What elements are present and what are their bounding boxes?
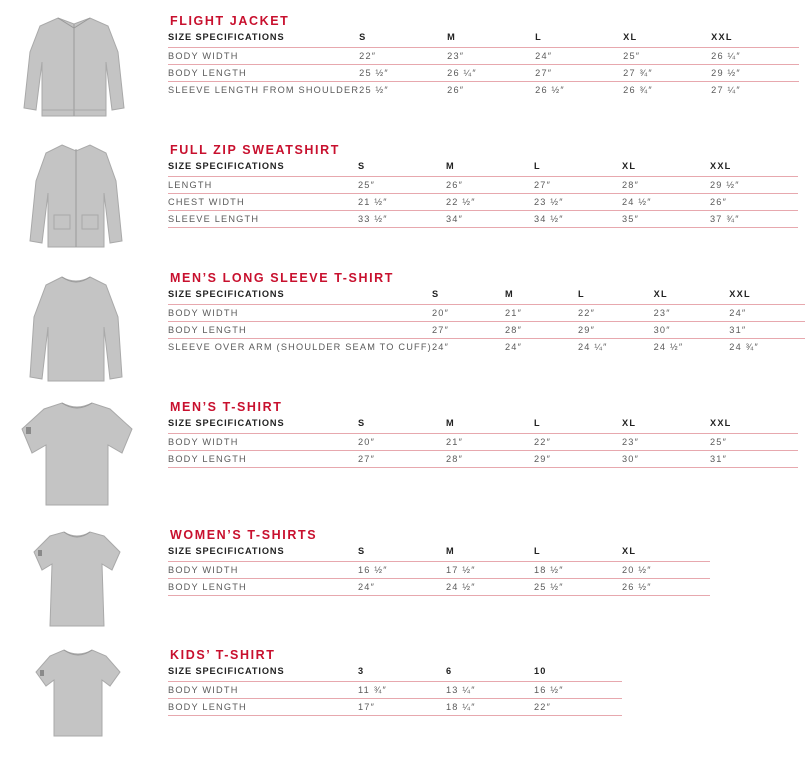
measure-label: BODY WIDTH (168, 305, 432, 322)
measure-value: 22″ (534, 699, 622, 716)
table-row (168, 434, 798, 451)
measure-value: 11 ¾″ (358, 682, 446, 699)
measure-value: 13 ¼″ (446, 682, 534, 699)
table-row (168, 451, 798, 468)
size-header: 3 (358, 666, 365, 676)
measure-value: 25″ (623, 48, 711, 65)
measure-value: 28″ (622, 177, 710, 194)
table-row (168, 65, 799, 82)
measure-label: BODY LENGTH (168, 451, 358, 468)
measure-label: SLEEVE OVER ARM (SHOULDER SEAM TO CUFF) (168, 339, 432, 367)
size-header: XXL (729, 289, 751, 299)
measure-value: 26 ½″ (622, 579, 710, 596)
table-row (168, 177, 798, 194)
header-label: SIZE SPECIFICATIONS (168, 161, 285, 171)
measure-value: 26″ (710, 194, 798, 211)
table-row (168, 562, 710, 579)
measure-label: BODY WIDTH (168, 562, 358, 579)
measure-value: 34 ½″ (534, 211, 622, 228)
size-table (168, 544, 710, 596)
size-header: XL (623, 32, 638, 42)
measure-label: CHEST WIDTH (168, 194, 358, 211)
measure-value: 26″ (446, 177, 534, 194)
measure-value: 24″ (505, 339, 578, 367)
measure-label: BODY WIDTH (168, 682, 358, 699)
header-label: SIZE SPECIFICATIONS (168, 32, 285, 42)
measure-value: 34″ (446, 211, 534, 228)
size-header: L (577, 289, 585, 299)
size-header: XL (622, 418, 637, 428)
measure-value: 16 ½″ (534, 682, 622, 699)
measure-label: BODY LENGTH (168, 579, 358, 596)
measure-value: 27″ (358, 451, 446, 468)
size-header: M (446, 418, 455, 428)
measure-value: 18 ½″ (534, 562, 622, 579)
measure-value: 26 ¼″ (711, 48, 799, 65)
measure-value: 26″ (447, 82, 535, 110)
measure-value: 24″ (535, 48, 623, 65)
measure-value: 25 ½″ (359, 82, 447, 110)
measure-value: 26 ¼″ (447, 65, 535, 82)
table-row (168, 82, 799, 110)
measure-value: 22″ (534, 434, 622, 451)
table-row (168, 305, 805, 322)
size-header: L (534, 161, 541, 171)
measure-value: 24 ¼″ (578, 339, 654, 367)
size-header: L (534, 546, 541, 556)
measure-value: 21″ (505, 305, 578, 322)
measure-value: 27″ (534, 177, 622, 194)
measure-value: 26 ¾″ (623, 82, 711, 110)
measure-label: BODY LENGTH (168, 65, 359, 82)
measure-value: 35″ (622, 211, 710, 228)
measure-value: 23″ (447, 48, 535, 65)
measure-value: 17 ½″ (446, 562, 534, 579)
section-title: MEN’S T-SHIRT (170, 400, 283, 414)
measure-value: 29″ (578, 322, 654, 339)
size-header: XXL (710, 418, 732, 428)
measure-value: 25″ (358, 177, 446, 194)
header-label: SIZE SPECIFICATIONS (168, 289, 285, 299)
measure-value: 21″ (446, 434, 534, 451)
section-title: MEN’S LONG SLEEVE T-SHIRT (170, 271, 395, 285)
section-kids-tshirt (0, 642, 805, 757)
measure-value: 30″ (622, 451, 710, 468)
table-row (168, 682, 622, 699)
measure-value: 25 ½″ (359, 65, 447, 82)
section-mens-tshirt (0, 395, 805, 515)
size-table (168, 287, 805, 366)
size-header: L (535, 32, 542, 42)
womens-tshirt-icon (30, 528, 124, 632)
measure-value: 25 ½″ (534, 579, 622, 596)
kids-tshirt-icon (34, 646, 122, 742)
measure-value: 28″ (446, 451, 534, 468)
measure-value: 20″ (358, 434, 446, 451)
measure-value: 20 ½″ (622, 562, 710, 579)
section-title: KIDS’ T-SHIRT (170, 648, 276, 662)
size-table (168, 30, 799, 109)
measure-value: 29 ½″ (710, 177, 798, 194)
measure-label: BODY LENGTH (168, 699, 358, 716)
table-row (168, 194, 798, 211)
size-header: M (446, 546, 455, 556)
measure-value: 27″ (535, 65, 623, 82)
table-row (168, 339, 805, 367)
table-row (168, 322, 805, 339)
size-table (168, 664, 622, 716)
measure-value: 29 ½″ (711, 65, 799, 82)
size-header: S (431, 289, 440, 299)
measure-value: 17″ (358, 699, 446, 716)
section-title: FULL ZIP SWEATSHIRT (170, 143, 340, 157)
measure-value: 24″ (358, 579, 446, 596)
measure-value: 31″ (729, 322, 805, 339)
measure-value: 23″ (622, 434, 710, 451)
header-label: SIZE SPECIFICATIONS (168, 418, 285, 428)
measure-value: 23″ (654, 305, 730, 322)
long-sleeve-tshirt-icon (24, 273, 128, 385)
measure-value: 24 ½″ (446, 579, 534, 596)
measure-value: 27 ¾″ (623, 65, 711, 82)
size-header: XXL (710, 161, 732, 171)
measure-label: SLEEVE LENGTH (168, 211, 358, 228)
measure-label: BODY WIDTH (168, 48, 359, 65)
size-table (168, 416, 798, 468)
section-long-sleeve-tshirt (0, 265, 805, 390)
mens-tshirt-icon (18, 399, 136, 511)
size-header: M (504, 289, 514, 299)
measure-value: 27″ (432, 322, 505, 339)
size-header: S (358, 546, 366, 556)
measure-value: 30″ (654, 322, 730, 339)
header-label: SIZE SPECIFICATIONS (168, 546, 285, 556)
measure-value: 16 ½″ (358, 562, 446, 579)
size-header: XL (653, 289, 668, 299)
section-title: FLIGHT JACKET (170, 14, 290, 28)
size-header: S (358, 418, 366, 428)
measure-value: 29″ (534, 451, 622, 468)
measure-value: 27 ¼″ (711, 82, 799, 110)
size-header: S (358, 161, 366, 171)
measure-value: 22″ (359, 48, 447, 65)
measure-label: BODY LENGTH (168, 322, 432, 339)
measure-value: 22 ½″ (446, 194, 534, 211)
measure-value: 24 ¾″ (729, 339, 805, 367)
size-header: S (359, 32, 367, 42)
measure-label: SLEEVE LENGTH FROM SHOULDER (168, 82, 359, 110)
size-header: XL (622, 161, 637, 171)
table-row (168, 699, 622, 716)
size-header: 6 (446, 666, 453, 676)
size-header: XL (622, 546, 637, 556)
measure-value: 24″ (729, 305, 805, 322)
size-header: L (534, 418, 541, 428)
section-full-zip-sweatshirt (0, 135, 805, 260)
header-label: SIZE SPECIFICATIONS (168, 666, 285, 676)
size-header: 10 (534, 666, 547, 676)
measure-value: 22″ (578, 305, 654, 322)
measure-value: 24 ½″ (622, 194, 710, 211)
table-row (168, 211, 798, 228)
measure-value: 33 ½″ (358, 211, 446, 228)
size-table (168, 159, 798, 228)
measure-value: 31″ (710, 451, 798, 468)
measure-value: 23 ½″ (534, 194, 622, 211)
section-flight-jacket (0, 0, 805, 130)
measure-value: 28″ (505, 322, 578, 339)
table-row (168, 48, 799, 65)
table-row (168, 579, 710, 596)
size-header: XXL (711, 32, 733, 42)
measure-value: 24 ½″ (654, 339, 730, 367)
measure-label: BODY WIDTH (168, 434, 358, 451)
measure-value: 21 ½″ (358, 194, 446, 211)
section-womens-tshirts (0, 522, 805, 642)
measure-value: 26 ½″ (535, 82, 623, 110)
measure-value: 25″ (710, 434, 798, 451)
size-header: M (447, 32, 457, 42)
zip-sweatshirt-icon (24, 141, 128, 251)
flight-jacket-icon (18, 12, 130, 122)
measure-value: 20″ (432, 305, 505, 322)
size-header: M (446, 161, 455, 171)
measure-value: 37 ¾″ (710, 211, 798, 228)
section-title: WOMEN’S T-SHIRTS (170, 528, 318, 542)
measure-value: 18 ¼″ (446, 699, 534, 716)
measure-value: 24″ (432, 339, 505, 367)
measure-label: LENGTH (168, 177, 358, 194)
